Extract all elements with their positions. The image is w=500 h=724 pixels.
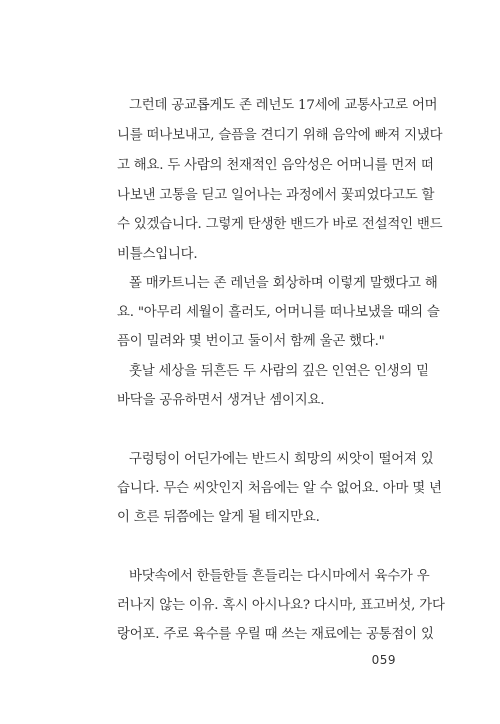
text-line: 훗날 세상을 뒤흔든 두 사람의 깊은 인연은 인생의 밑 [129, 364, 429, 379]
text-line: 나보낸 고통을 딛고 일어나는 과정에서 꽃피었다고도 할 [117, 188, 435, 203]
text-line: 랑어포. 주로 육수를 우릴 때 쓰는 재료에는 공통점이 있 [117, 627, 434, 642]
text-line: 러나지 않는 이유. 혹시 아시나요? 다시마, 표고버섯, 가다 [117, 598, 445, 613]
text-line: 비틀스입니다. [117, 247, 198, 262]
text-line: 구렁텅이 어딘가에는 반드시 희망의 씨앗이 떨어져 있 [129, 452, 434, 467]
text-line: 바닥을 공유하면서 생겨난 셈이지요. [117, 393, 325, 408]
text-line: 픔이 밀려와 몇 번이고 둘이서 함께 울곤 했다." [117, 334, 385, 349]
text-line: 니를 떠나보내고, 슬픔을 견디기 위해 음악에 빠져 지냈다 [117, 128, 443, 143]
text-line: 이 흐른 뒤쯤에는 알게 될 테지만요. [117, 510, 320, 525]
text-line: 습니다. 무슨 씨앗인지 처음에는 알 수 없어요. 아마 몇 년 [117, 481, 442, 496]
page-number: 059 [371, 653, 396, 667]
text-line: 폴 매카트니는 존 레넌을 회상하며 이렇게 말했다고 해 [129, 276, 438, 291]
text-line: 바닷속에서 한들한들 흔들리는 다시마에서 육수가 우 [129, 569, 430, 584]
text-line: 요. "아무리 세월이 흘러도, 어머니를 떠나보냈을 때의 슬 [117, 305, 440, 320]
text-line: 수 있겠습니다. 그렇게 탄생한 밴드가 바로 전설적인 밴드 [117, 217, 443, 232]
text-line: 고 해요. 두 사람의 천재적인 음악성은 어머니를 먼저 떠 [117, 158, 434, 173]
text-line: 그런데 공교롭게도 존 레넌도 17세에 교통사고로 어머 [129, 98, 438, 113]
